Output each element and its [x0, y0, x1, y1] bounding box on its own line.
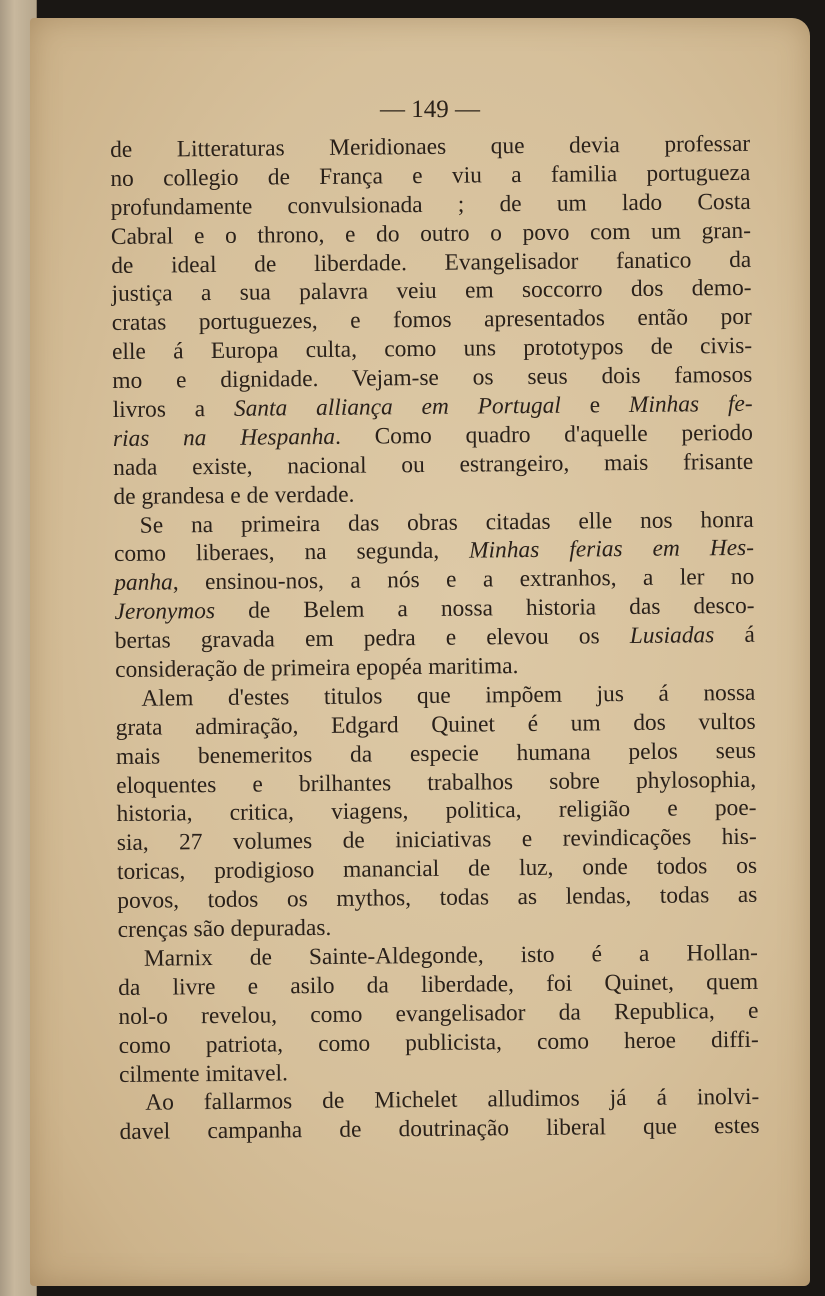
- text-line: no collegio de França e viu a familia portugueza: [110, 159, 751, 192]
- text-line: Marnix de Sainte-Aldegonde, isto é a Hollan-: [143, 939, 758, 972]
- text-line: povos, todos os mythos, todas as lendas, todas as: [117, 881, 758, 915]
- text-line: justiça a sua palavra veiu em soccorro dos demo-: [111, 275, 752, 308]
- text-line: davel campanha de doutrinação liberal que estes: [119, 1113, 760, 1146]
- text-line: Jeronymos de Belem a nossa historia das desco-: [114, 593, 755, 626]
- text-line: de ideal de liberdade. Evangelisador fanatico da: [111, 246, 752, 279]
- text-line: cratas portuguezes, e fomos apresentados então por: [111, 304, 752, 337]
- text-line: nol-o revelou, como evangelisador da Republica, e: [118, 997, 759, 1030]
- text-line: historia, critica, viagens, politica, religião e poe-: [116, 795, 757, 828]
- text-line: como patriota, como publicista, como heroe diffi-: [118, 1026, 759, 1059]
- book-page: [30, 18, 810, 1286]
- text-line: Ao fallarmos de Michelet alludimos já á inolvi-: [145, 1084, 760, 1117]
- text-line: panha, ensinou-nos, a nós e a extranhos, a ler no: [114, 564, 755, 597]
- text-line: crenças são depuradas.: [117, 914, 332, 944]
- text-line: de Litteraturas Meridionaes que devia professar: [110, 130, 751, 163]
- text-line: Cabral e o throno, e do outro o povo com um gran-: [110, 217, 752, 250]
- text-line: elle á Europa culta, como uns prototypos de civis-: [111, 333, 753, 366]
- text-line: nada existe, nacional ou estrangeiro, mais frisante: [113, 448, 754, 481]
- text-line: grata admiração, Edgard Quinet é um dos vultos: [115, 708, 756, 741]
- text-line: mo e dignidade. Vejam-se os seus dois famosos: [112, 361, 753, 395]
- text-line: consideração de primeira epopéa maritima.: [115, 653, 519, 684]
- page-body-text: [110, 130, 760, 1147]
- text-line: mais benemeritos da especie humana pelos seus: [115, 737, 757, 770]
- text-line: livros a Santa alliança em Portugal e Minhas fe-: [112, 390, 753, 424]
- text-line: bertas gravada em pedra e elevou os Lusiadas á: [114, 621, 755, 655]
- text-line: Se na primeira das obras citadas elle nos honra: [139, 506, 754, 539]
- text-line: de grandesa e de verdade.: [113, 481, 355, 510]
- text-line: da livre e asilo da liberdade, foi Quinet, quem: [118, 968, 759, 1001]
- text-line: sia, 27 volumes de iniciativas e revindicações his-: [116, 824, 757, 857]
- text-line: eloquentes e brilhantes trabalhos sobre phylosophia,: [116, 766, 757, 799]
- page-number: — 149 —: [380, 96, 480, 123]
- text-line: cilmente imitavel.: [118, 1059, 289, 1088]
- text-line: Alem d'estes titulos que impõem jus á nossa: [141, 679, 756, 712]
- text-line: profundamente convulsionada ; de um lado Costa: [110, 188, 751, 221]
- text-line: toricas, prodigioso manancial de luz, onde todos os: [116, 853, 758, 886]
- text-line: como liberaes, na segunda, Minhas ferias em Hes-: [113, 535, 755, 568]
- text-line: rias na Hespanha. Como quadro d'aquelle periodo: [112, 419, 754, 452]
